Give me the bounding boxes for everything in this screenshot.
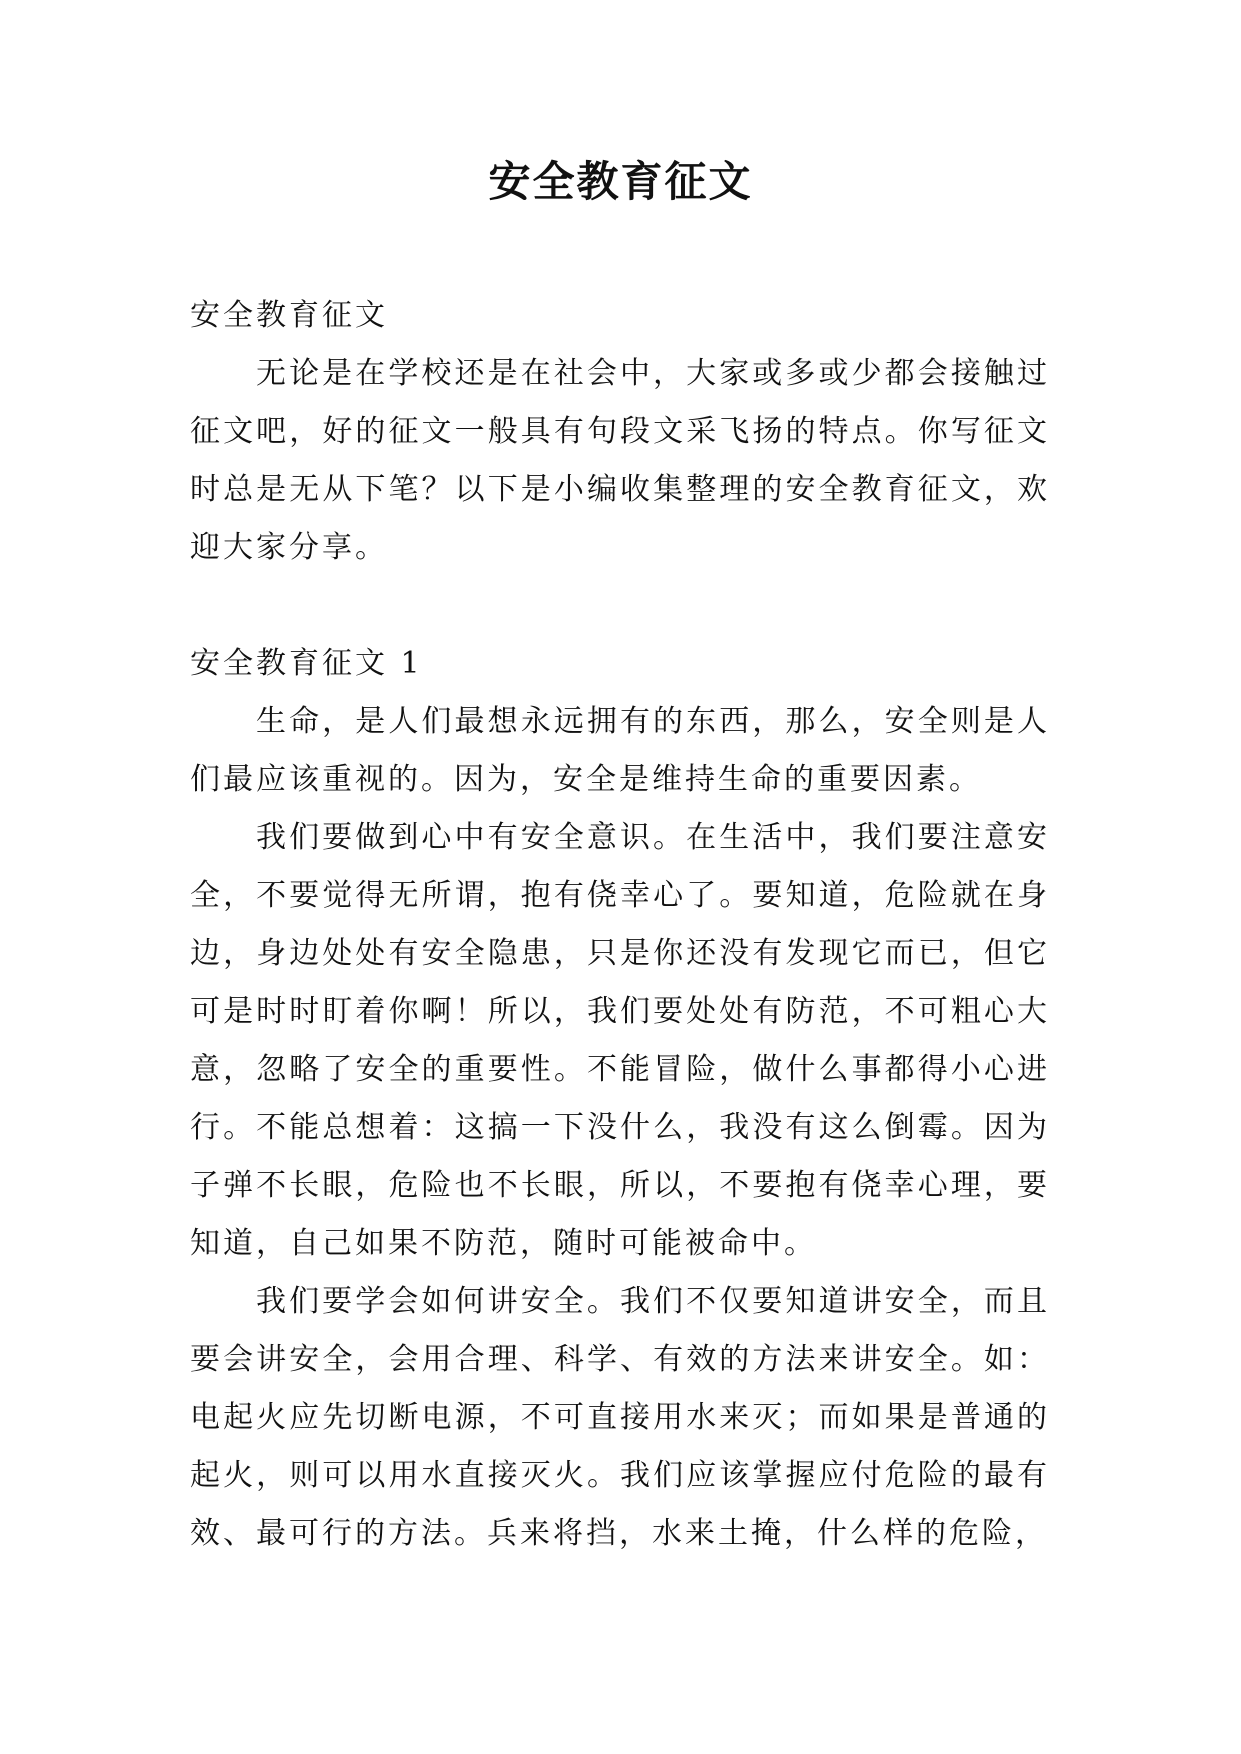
document-body: [190, 287, 1050, 1563]
paragraph-3: 我们要学会如何讲安全。我们不仅要知道讲安全，而且要会讲安全，会用合理、科学、有效的方法来讲安全。如：电起火应先切断电源，不可直接用水来灭；而如果是普通的起火，则可以用水直接灭火。我们应该掌握应付危险的最有效、最可行的方法。兵来将挡，水来土掩，什么样的危险，: [190, 1284, 1050, 1551]
intro-paragraph: 无论是在学校还是在社会中，大家或多或少都会接触过征文吧，好的征文一般具有句段文采飞扬的特点。你写征文时总是无从下笔？以下是小编收集整理的安全教育征文，欢迎大家分享。: [190, 356, 1050, 565]
intro-heading: 安全教育征文: [190, 298, 388, 333]
section-1-heading: 安全教育征文 1: [190, 646, 423, 681]
document-title: 安全教育征文: [488, 157, 753, 206]
paragraph-1: 生命，是人们最想永远拥有的东西，那么，安全则是人们最应该重视的。因为，安全是维持生命的重要因素。: [190, 704, 1050, 797]
section-spacer: [190, 577, 1050, 635]
paragraph-2: 我们要做到心中有安全意识。在生活中，我们要注意安全，不要觉得无所谓，抱有侥幸心了。要知道，危险就在身边，身边处处有安全隐患，只是你还没有发现它而已，但它可是时时盯着你啊！所以，我们要处处有防范，不可粗心大意，忽略了安全的重要性。不能冒险，做什么事都得小心进行。不能总想着：这搞一下没什么，我没有这么倒霉。因为子弹不长眼，危险也不长眼，所以，不要抱有侥幸心理，要知道，自己如果不防范，随时可能被命中。: [190, 820, 1050, 1261]
